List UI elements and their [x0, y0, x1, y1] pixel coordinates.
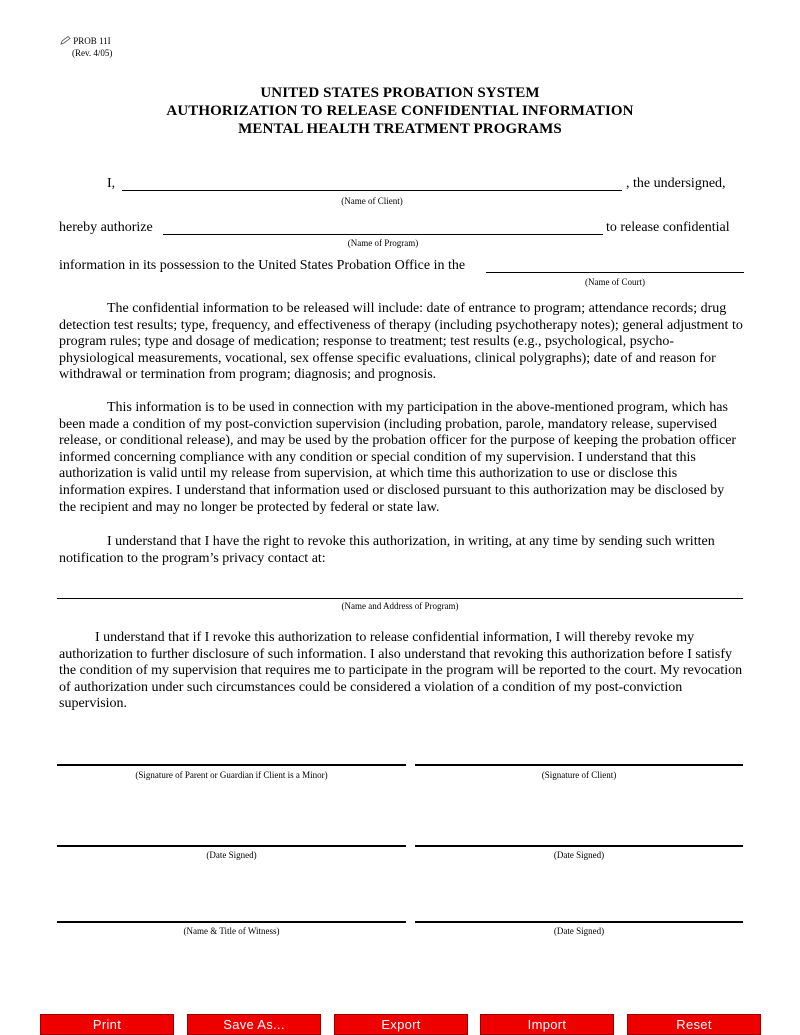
client-signature-caption: (Signature of Client) — [541, 770, 617, 780]
paragraph-disclosure-scope — [59, 301, 743, 384]
paragraph-4-text: I understand that if I revoke this authorization to release confidential information, I will thereby revoke my authorization to further disclosure of such information. I also understand that revoking this authorization before I satisfy the condition of my supervision that requires me to participate in the program will be reported to the court. My revocation of authorization under such circumstances could be considered a violation of a condition of my post-conviction supervision. — [59, 630, 743, 712]
program-name-field[interactable] — [163, 234, 603, 235]
paragraph-revocation-effect — [59, 630, 743, 713]
court-prefix: information in its possession to the United States Probation Office in the — [59, 258, 466, 273]
paragraph-usage — [59, 400, 743, 516]
save-as-button[interactable]: Save As... — [187, 1014, 321, 1035]
form-revision: (Rev. 4/05) — [72, 48, 113, 58]
print-button[interactable]: Print — [40, 1014, 174, 1035]
reset-button[interactable]: Reset — [627, 1014, 761, 1035]
title-line-1: UNITED STATES PROBATION SYSTEM — [260, 85, 540, 101]
form-code — [60, 36, 111, 47]
export-button[interactable]: Export — [334, 1014, 468, 1035]
program-prefix: hereby authorize — [59, 220, 153, 235]
client-caption: (Name of Client) — [341, 196, 403, 206]
title-line-2: AUTHORIZATION TO RELEASE CONFIDENTIAL INFORMATION — [166, 103, 634, 119]
date-signed-left-field[interactable] — [57, 845, 406, 847]
date-signed-right-caption: (Date Signed) — [553, 850, 605, 860]
client-signature-field[interactable] — [415, 764, 743, 766]
parent-signature-field[interactable] — [57, 764, 406, 766]
program-address-field[interactable] — [57, 598, 743, 599]
witness-date-caption: (Date Signed) — [553, 926, 605, 936]
parent-signature-caption: (Signature of Parent or Guardian if Client is a Minor) — [135, 770, 328, 780]
program-suffix: to release confidential — [606, 220, 730, 235]
paragraph-1-text: The confidential information to be released will include: date of entrance to program; attendance records; drug detection test results; type, frequency, and effectiveness of therapy (including psychotherapy notes); general adjustment to program rules; type and dosage of medication; response to treatment; test results (e.g., psychological, psycho-physiological measurements, vocational, sex offense specific evaluations, clinical polygraphs); date of and reason for withdrawal or termination from program; diagnosis; and prognosis. — [59, 301, 743, 383]
pencil-icon — [60, 36, 71, 45]
court-caption: (Name of Court) — [585, 277, 645, 287]
import-button[interactable]: Import — [480, 1014, 614, 1035]
paragraph-revoke-right — [59, 534, 743, 567]
form-code-text: PROB 11I — [73, 36, 111, 46]
date-signed-left-caption: (Date Signed) — [206, 850, 257, 860]
program-caption: (Name of Program) — [347, 238, 419, 248]
program-address-caption: (Name and Address of Program) — [341, 601, 459, 611]
client-name-field[interactable] — [122, 190, 622, 191]
client-prefix: I, — [107, 176, 116, 191]
client-suffix: , the undersigned, — [626, 176, 726, 191]
date-signed-right-field[interactable] — [415, 845, 743, 847]
witness-caption: (Name & Title of Witness) — [183, 926, 280, 936]
paragraph-3-text: I understand that I have the right to revoke this authorization, in writing, at any time by sending such written notification to the program’s privacy contact at: — [59, 534, 715, 566]
witness-field[interactable] — [57, 921, 406, 923]
court-name-field[interactable] — [486, 272, 744, 273]
witness-date-field[interactable] — [415, 921, 743, 923]
title-line-3: MENTAL HEALTH TREATMENT PROGRAMS — [238, 121, 562, 137]
paragraph-2-text: This information is to be used in connection with my participation in the above-mentioned program, which has been made a condition of my post-conviction supervision (including probation, parole, mandatory release, supervised release, or conditional release), and may be used by the probation officer for the purpose of keeping the probation officer informed concerning compliance with any condition or special condition of my supervision. I understand that this authorization is valid until my release from supervision, at which time this authorization to use or disclose this information expires. I understand that information used or disclosed pursuant to this authorization may be disclosed by the recipient and may no longer be protected by federal or state law. — [59, 400, 737, 515]
